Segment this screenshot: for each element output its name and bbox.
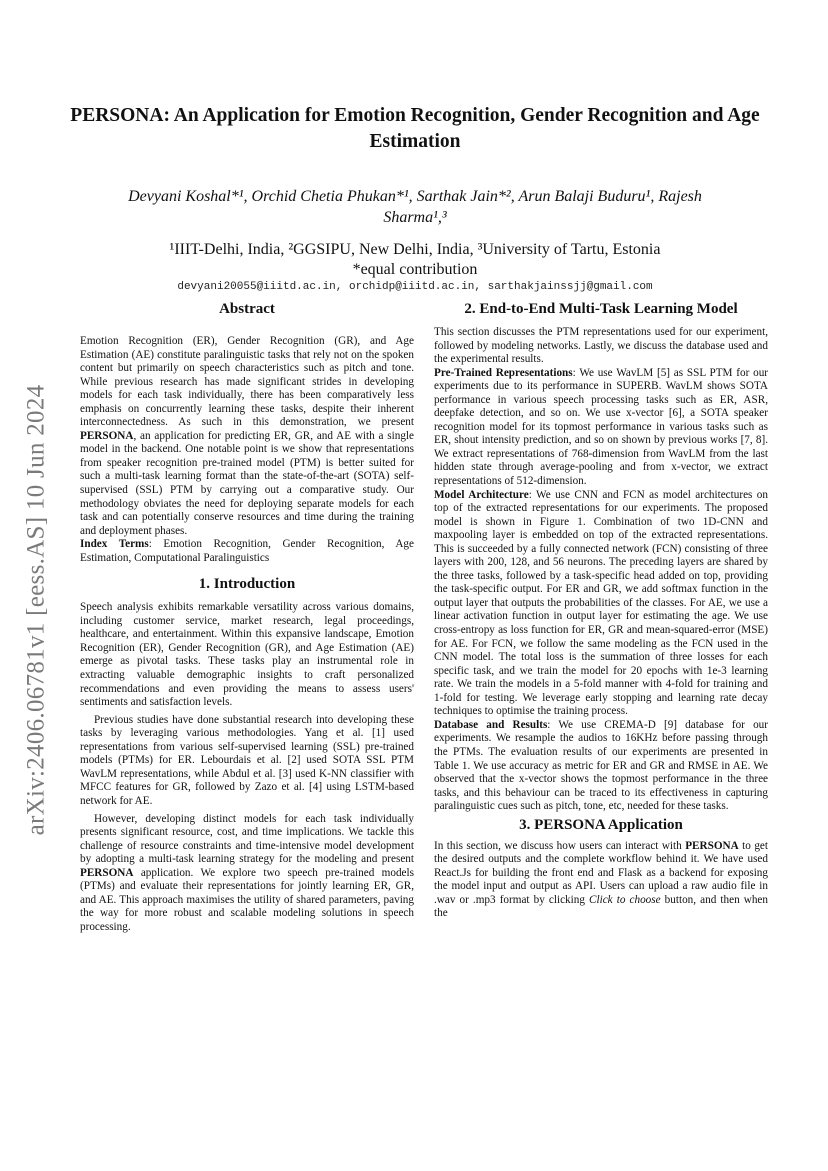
author-emails: devyani20055@iiitd.ac.in, orchidp@iiitd.ac.in, sarthakjainssjj@gmail.com [177,281,653,293]
equal-contribution-note: *equal contribution [352,261,478,278]
database-results-label: Database and Results [434,718,548,731]
pretrained-representations-paragraph [434,367,768,489]
index-terms-label: Index Terms [80,538,149,551]
pretrained-representations-text: : We use WavLM [5] as SSL PTM for our experiments due to its performance in SUPERB. WavLM shows SOTA performance in various speech processing tasks such as ER, ASR, deepfake detection, and so on. We use x-vector [6], a SOTA speaker recognition model for its topmost performance in various tasks such as ER, shout intensity prediction, and so on shown by previous works [7, 8]. We extract representations of 768-dimension from WavLM from the last hidden state through average-pooling and from x-vector, we extract representations of 512-dimension. [434,366,769,488]
abstract-app-name: PERSONA [80,429,134,442]
intro-paragraph-2: Previous studies have done substantial research into developing these tasks by leveraging various methodologies. Yang et al. [1] used representations from various self-supervised learning (SSL) pre-trained models (PTMs) for ER. Lebourdais et al. [2] used SOTA SSL PTM WavLM representations, while Abdul et al. [3] used K-NN classifier with MFCC features for GR, followed by Zazo et al. [4] using LSTM-based network for AE. [80,713,414,807]
model-architecture-label: Model Architecture [434,488,529,501]
abstract-text-b: , an application for predicting ER, GR, and AE with a single model in the backend. One notable point is we show that representations from speaker recognition pre-trained model (PTM) is better suited for such a multi-task learning format than the state-of-the-art (SOTA) self-supervised (SSL) PTM by carrying out a comparative study. Our methodology obviates the need for deploying separate models for each task and can potentially conserve resources and time during the training and deployment phases. [80,429,414,537]
section-2-heading: 2. End-to-End Multi-Task Learning Model [464,301,738,317]
introduction-heading: 1. Introduction [198,576,296,593]
paper-title: PERSONA: An Application for Emotion Recognition, Gender Recognition and Age Estimation [70,105,760,152]
click-to-choose-reference: Click to choose [589,893,661,906]
section-3-paragraph [434,840,768,921]
intro-paragraph-3 [80,813,414,935]
author-list: Devyani Koshal*¹, Orchid Chetia Phukan*¹, Sarthak Jain*², Arun Balaji Buduru¹, Rajesh Sharma¹,³ [128,188,702,226]
arxiv-identifier: arXiv:2406.06781v1 [eess.AS] 10 Jun 2024 [22,384,50,836]
intro-app-name: PERSONA [80,866,134,879]
index-terms-text: : Emotion Recognition, Gender Recognition, Age Estimation, Computational Paralinguistics [80,538,414,564]
affiliation-line: ¹IIIT-Delhi, India, ²GGSIPU, New Delhi, India, ³University of Tartu, Estonia [169,241,661,258]
right-column [434,300,768,921]
intro-p3-text-a: However, developing distinct models for each task individually presents significant resource, cost, and time implications. We tackle this challenge of resource constraints and time-intensive model development by adopting a multi-task learning strategy for the modeling and present [80,812,414,866]
section-3-text-b: to get the desired outputs and the complete workflow behind it. We have used React.Js for building the front end and Flask as a backend for exposing the model input and output as API. Users can upload a raw audio file in .wav or .mp3 format by clicking [434,839,768,906]
pretrained-representations-label: Pre-Trained Representations [434,366,573,379]
model-architecture-text: : We use CNN and FCN as model architectures on top of the extracted representations for our experiments. The proposed model is shown in Figure 1. Combination of two 1D-CNN and maxpooling layer is embedded on top of the extracted representations. This is succeeded by a fully connected network (FCN) consisting of three layers with 200, 128, and 56 neurons. The preceding layers are shared by the three tasks, followed by a task-specific head added on top, providing the task-specific output. For ER and GR, we add softmax function in the output layer that outputs the probabilities of the classes. For AE, we use a linear activation function in output layer for estimating the age. We use cross-entropy as loss function for ER, GR and mean-squared-error (MSE) for AE. For FCN, we follow the same modeling as the FCN used in the CNN model. The total loss is the summation of three losses for each specific task, and we train the model for 20 epochs with 1e-3 learning rate. We train the models in a 5-fold manner with 4-fold for training and 1-fold for testing. We leverage early stopping and learning rate decay techniques to optimise the training process. [434,488,768,718]
database-results-text: : We use CREMA-D [9] database for our experiments. We resample the audios to 16KHz before passing through the PTMs. The evaluation results of our experiments are presented in Table 1. We use accuracy as metric for ER and GR and RMSE in AE. We observed that the x-vector shows the topmost performance in the three tasks, and this behaviour can be traced to its effectiveness in capturing paralinguistic cues such as pitch, tone, etc, needed for these tasks. [434,718,768,813]
left-column [80,300,414,934]
index-terms [80,538,414,565]
section-3-text-c: button, and then when the [434,893,768,920]
affiliations [90,240,740,280]
intro-p3-text-b: application. We explore two speech pre-trained models (PTMs) and evaluate their representations for jointly learning ER, GR, and AE. This approach maximises the utility of shared parameters, paving the way for more robust and scalable modeling solutions in speech processing. [80,866,414,933]
section-3-text-a: In this section, we discuss how users can interact with [434,839,686,852]
abstract-body [80,335,414,538]
abstract-text-a: Emotion Recognition (ER), Gender Recognition (GR), and Age Estimation (AE) constitute paralinguistic tasks that rely not on the spoken content but primarily on speech characteristics such as pitch and tone. While previous research has made significant strides in developing models for each task individually, there has been comparatively less emphasis on concurrently learning these tasks, despite their inherent interconnectedness. As such in this demonstration, we present [80,335,414,429]
arxiv-stamp [14,355,58,865]
database-results-paragraph [434,719,768,814]
model-architecture-paragraph [434,489,768,719]
abstract-heading: Abstract [219,301,275,317]
section-2-intro: This section discusses the PTM representations used for our experiment, followed by modeling networks. Lastly, we discuss the database used and the experimental results. [434,326,768,366]
intro-paragraph-1: Speech analysis exhibits remarkable versatility across various domains, including customer service, market research, legal proceedings, healthcare, and entertainment. Within this expansive landscape, Emotion Recognition (ER), Gender Recognition (GR), and Age Estimation (AE) emerge as pivotal tasks. These tasks play an instrumental role in extracting valuable demographic insights to craft personalized recommendations and even providing the means to assess users' sentiments and satisfaction levels. [80,601,414,709]
section-3-heading: 3. PERSONA Application [519,816,683,833]
section-3-app-name: PERSONA [685,839,739,852]
